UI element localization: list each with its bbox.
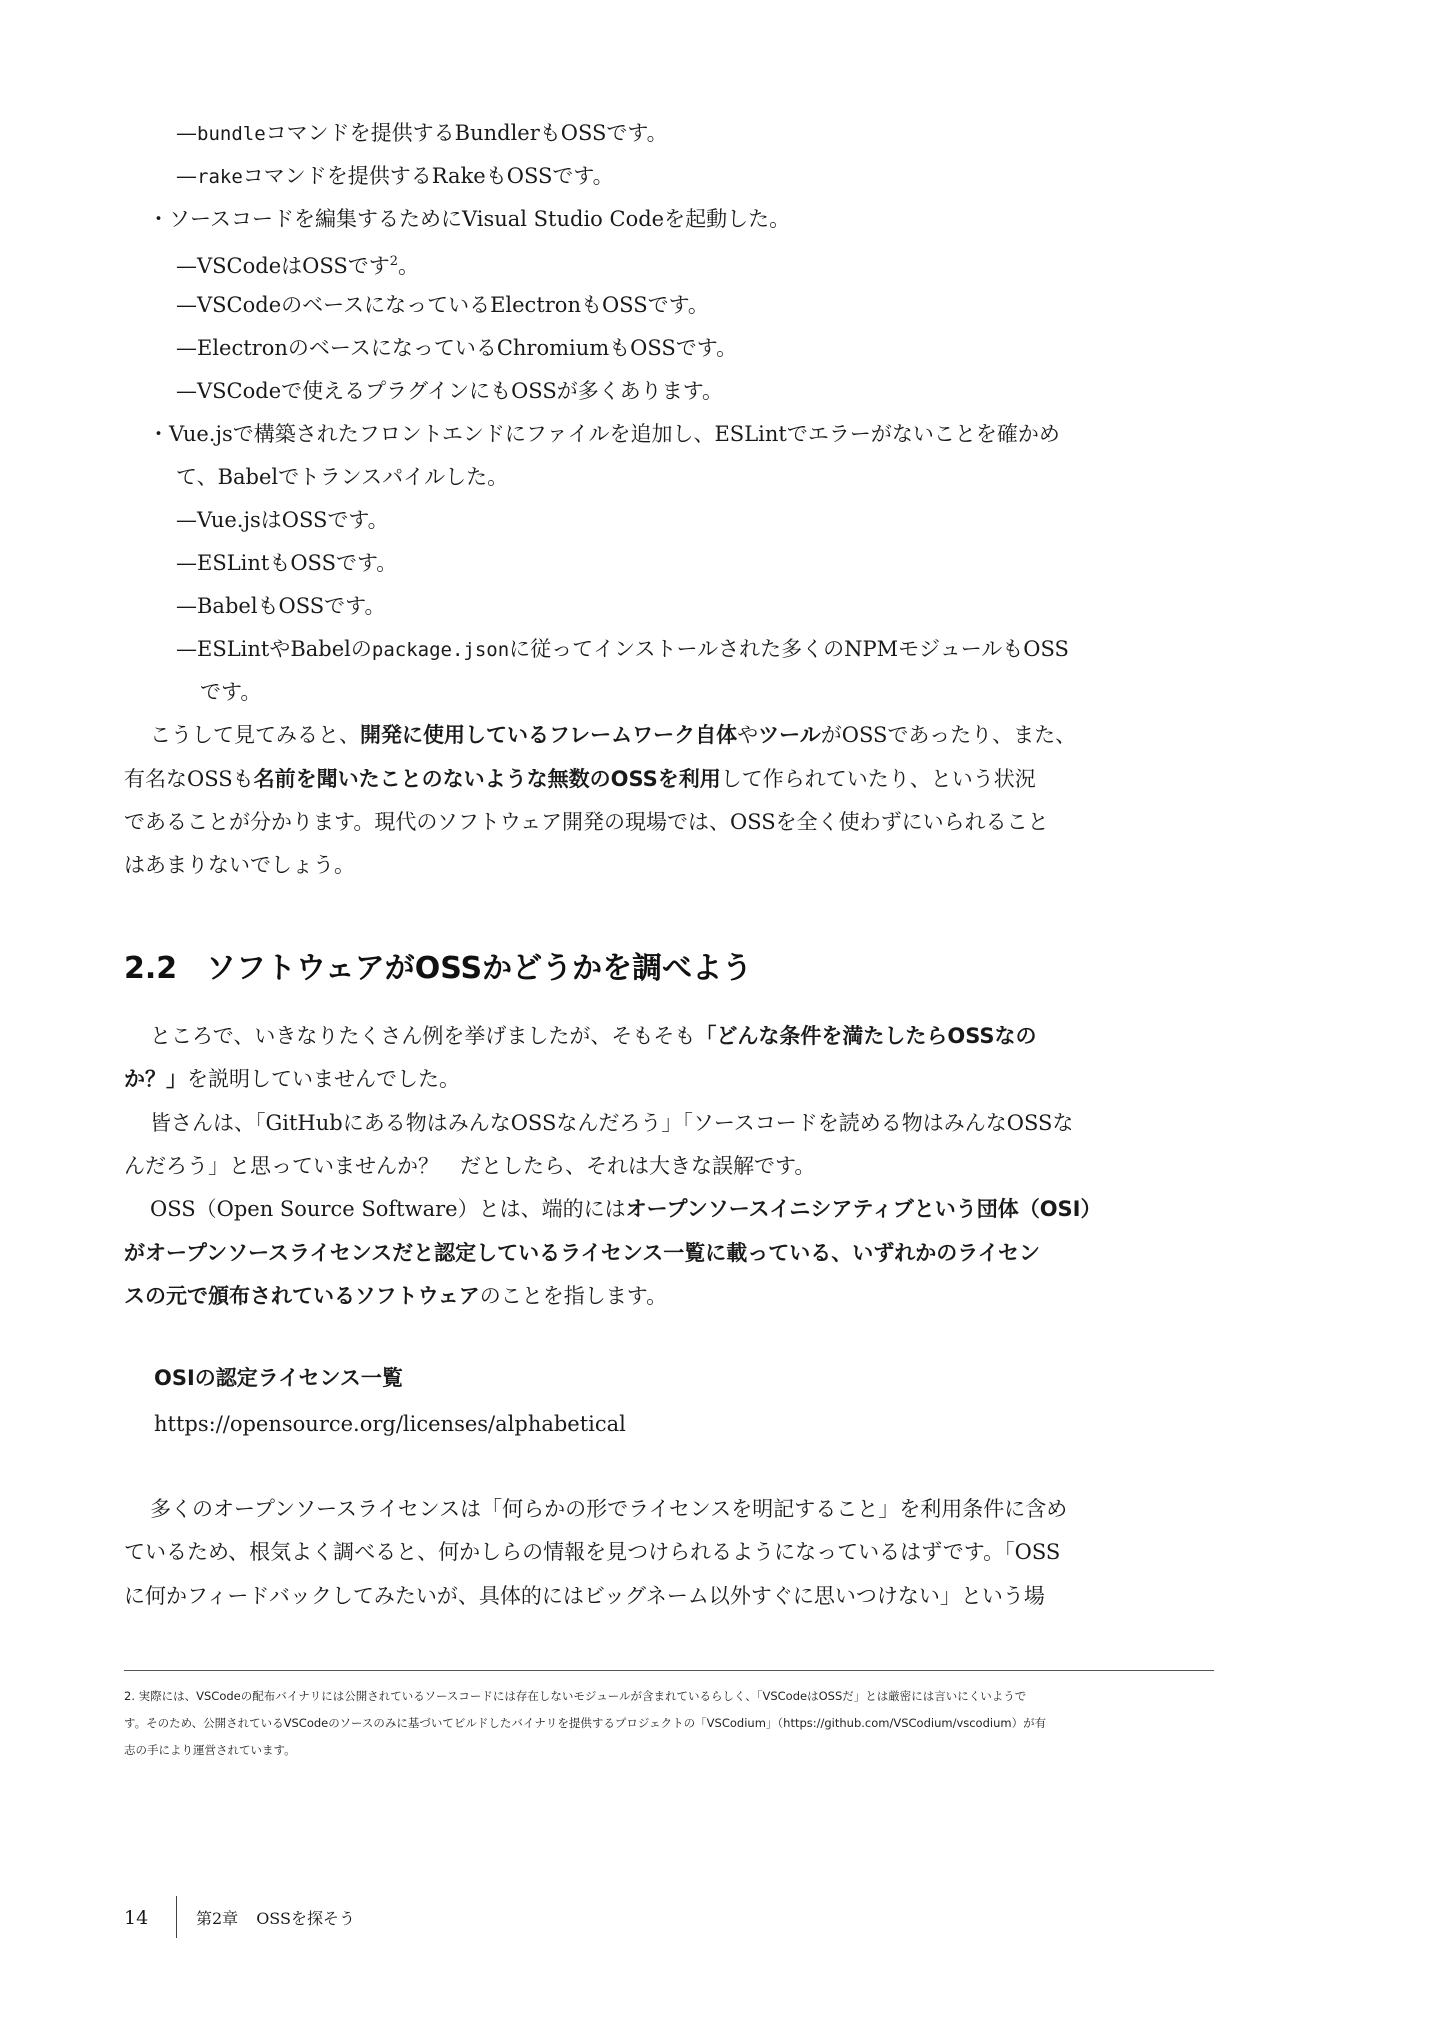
code-term: bundle xyxy=(197,123,266,145)
bold-text: 「どんな条件を満たしたらOSSなの xyxy=(695,1024,1037,1048)
list-item: ・Vue.jsで構築されたフロントエンドにファイルを追加し、ESLintでエラーがないことを確かめ xyxy=(148,422,1060,446)
list-subitem: —VSCodeで使えるプラグインにもOSSが多くあります。 xyxy=(176,379,724,403)
list-subitem: —BabelもOSSです。 xyxy=(176,594,386,618)
list-text: コマンドを提供するBundlerもOSSです。 xyxy=(265,121,668,145)
paragraph-line xyxy=(150,1193,1102,1225)
paragraph-line: んだろう」と思っていませんか？ だとしたら、それは大きな誤解です。 xyxy=(124,1154,816,1178)
list-subitem-continuation: です。 xyxy=(200,680,262,704)
text: ところで、いきなりたくさん例を挙げましたが、そもそも xyxy=(150,1024,696,1048)
section-heading xyxy=(124,947,752,991)
text: のことを指します。 xyxy=(479,1284,668,1308)
footnote-ref[interactable]: 2 xyxy=(389,254,399,269)
bold-text: 名前を聞いたことのないような無数のOSSを利用 xyxy=(253,767,721,791)
list-subitem xyxy=(176,160,614,193)
list-subitem: —VSCodeのベースになっているElectronもOSSです。 xyxy=(176,293,709,317)
text: を説明していませんでした。 xyxy=(187,1067,460,1091)
list-subitem xyxy=(176,633,1069,666)
section-number: 2.2 xyxy=(124,951,178,986)
section-title: ソフトウェアがOSSかどうかを調べよう xyxy=(206,951,753,986)
list-subitem xyxy=(176,246,419,282)
chapter-number: 第2章 xyxy=(196,1909,239,1928)
list-text: 。 xyxy=(398,254,420,278)
list-text: コマンドを提供するRakeもOSSです。 xyxy=(242,164,614,188)
page-number: 14 xyxy=(124,1907,149,1929)
list-subitem: —Vue.jsはOSSです。 xyxy=(176,508,389,532)
running-header xyxy=(196,1906,355,1932)
text: がOSSであったり、また、 xyxy=(820,723,1077,747)
dash: — xyxy=(176,121,197,145)
footnote-line: 2. 実際には、VSCodeの配布バイナリには公開されているソースコードには存在しないモジュールが含まれているらしく、「VSCodeはOSSだ」とは厳密には言いにくいようで xyxy=(124,1689,1027,1703)
paragraph-line xyxy=(124,1280,667,1312)
paragraph-line: 皆さんは、「GitHubにある物はみんなOSSなんだろう」「ソースコードを読める物はみんなOSSな xyxy=(150,1111,1074,1135)
dash: — xyxy=(176,164,197,188)
bold-text: オープンソースイニシアティブという団体（OSI） xyxy=(625,1197,1102,1221)
list-subitem: —ElectronのベースになっているChromiumもOSSです。 xyxy=(176,336,738,360)
list-text: —VSCodeはOSSです xyxy=(176,254,390,278)
paragraph-line: がオープンソースライセンスだと認定しているライセンス一覧に載っている、いずれかのライセン xyxy=(124,1241,1041,1265)
paragraph-line xyxy=(150,719,1076,751)
paragraph-line xyxy=(124,1063,460,1095)
linkbox-url[interactable]: https://opensource.org/licenses/alphabetical xyxy=(154,1412,626,1436)
text: や xyxy=(737,723,759,747)
list-subitem: —ESLintもOSSです。 xyxy=(176,551,398,575)
paragraph-line: ているため、根気よく調べると、何かしらの情報を見つけられるようになっているはずです。「OSS xyxy=(124,1540,1061,1564)
footnote-rule xyxy=(124,1670,1214,1671)
paragraph-line: はあまりないでしょう。 xyxy=(124,853,355,877)
text: して作られていたり、という状況 xyxy=(720,767,1036,791)
paragraph-line: に何かフィードバックしてみたいが、具体的にはビッグネーム以外すぐに思いつけない」という場 xyxy=(124,1584,1045,1608)
list-text: に従ってインストールされた多くのNPMモジュールもOSS xyxy=(509,637,1069,661)
code-term: rake xyxy=(197,166,243,188)
paragraph-line: であることが分かります。現代のソフトウェア開発の現場では、OSSを全く使わずにいられること xyxy=(124,810,1049,834)
list-item: ・ソースコードを編集するためにVisual Studio Codeを起動した。 xyxy=(148,207,791,231)
list-subitem xyxy=(176,117,668,150)
footnote-line: す。そのため、公開されているVSCodeのソースのみに基づいてビルドしたバイナリを提供するプロジェクトの「VSCodium」（https://github.com/VSCodium/vscodium）が有 xyxy=(124,1716,1047,1730)
text: 有名なOSSも xyxy=(124,767,254,791)
code-term: package.json xyxy=(371,639,510,661)
paragraph-line xyxy=(124,763,1036,795)
chapter-title: OSSを探そう xyxy=(256,1909,355,1928)
footnote-line: 志の手により運営されています。 xyxy=(124,1743,296,1757)
bold-text: ツール xyxy=(758,723,821,747)
paragraph-line: 多くのオープンソースライセンスは「何らかの形でライセンスを明記すること」を利用条件に含め xyxy=(150,1497,1068,1521)
list-item-continuation: て、Babelでトランスパイルした。 xyxy=(176,465,509,489)
paragraph-line xyxy=(150,1020,1037,1052)
footer-divider xyxy=(176,1896,177,1938)
text: OSS（Open Source Software）とは、端的には xyxy=(150,1197,626,1221)
text: こうして見てみると、 xyxy=(150,723,360,747)
list-text: —ESLintやBabelの xyxy=(176,637,372,661)
bold-text: か？」 xyxy=(124,1067,187,1091)
linkbox-title: OSIの認定ライセンス一覧 xyxy=(154,1366,403,1390)
bold-text: スの元で頒布されているソフトウェア xyxy=(124,1284,480,1308)
bold-text: 開発に使用しているフレームワーク自体 xyxy=(360,723,738,747)
